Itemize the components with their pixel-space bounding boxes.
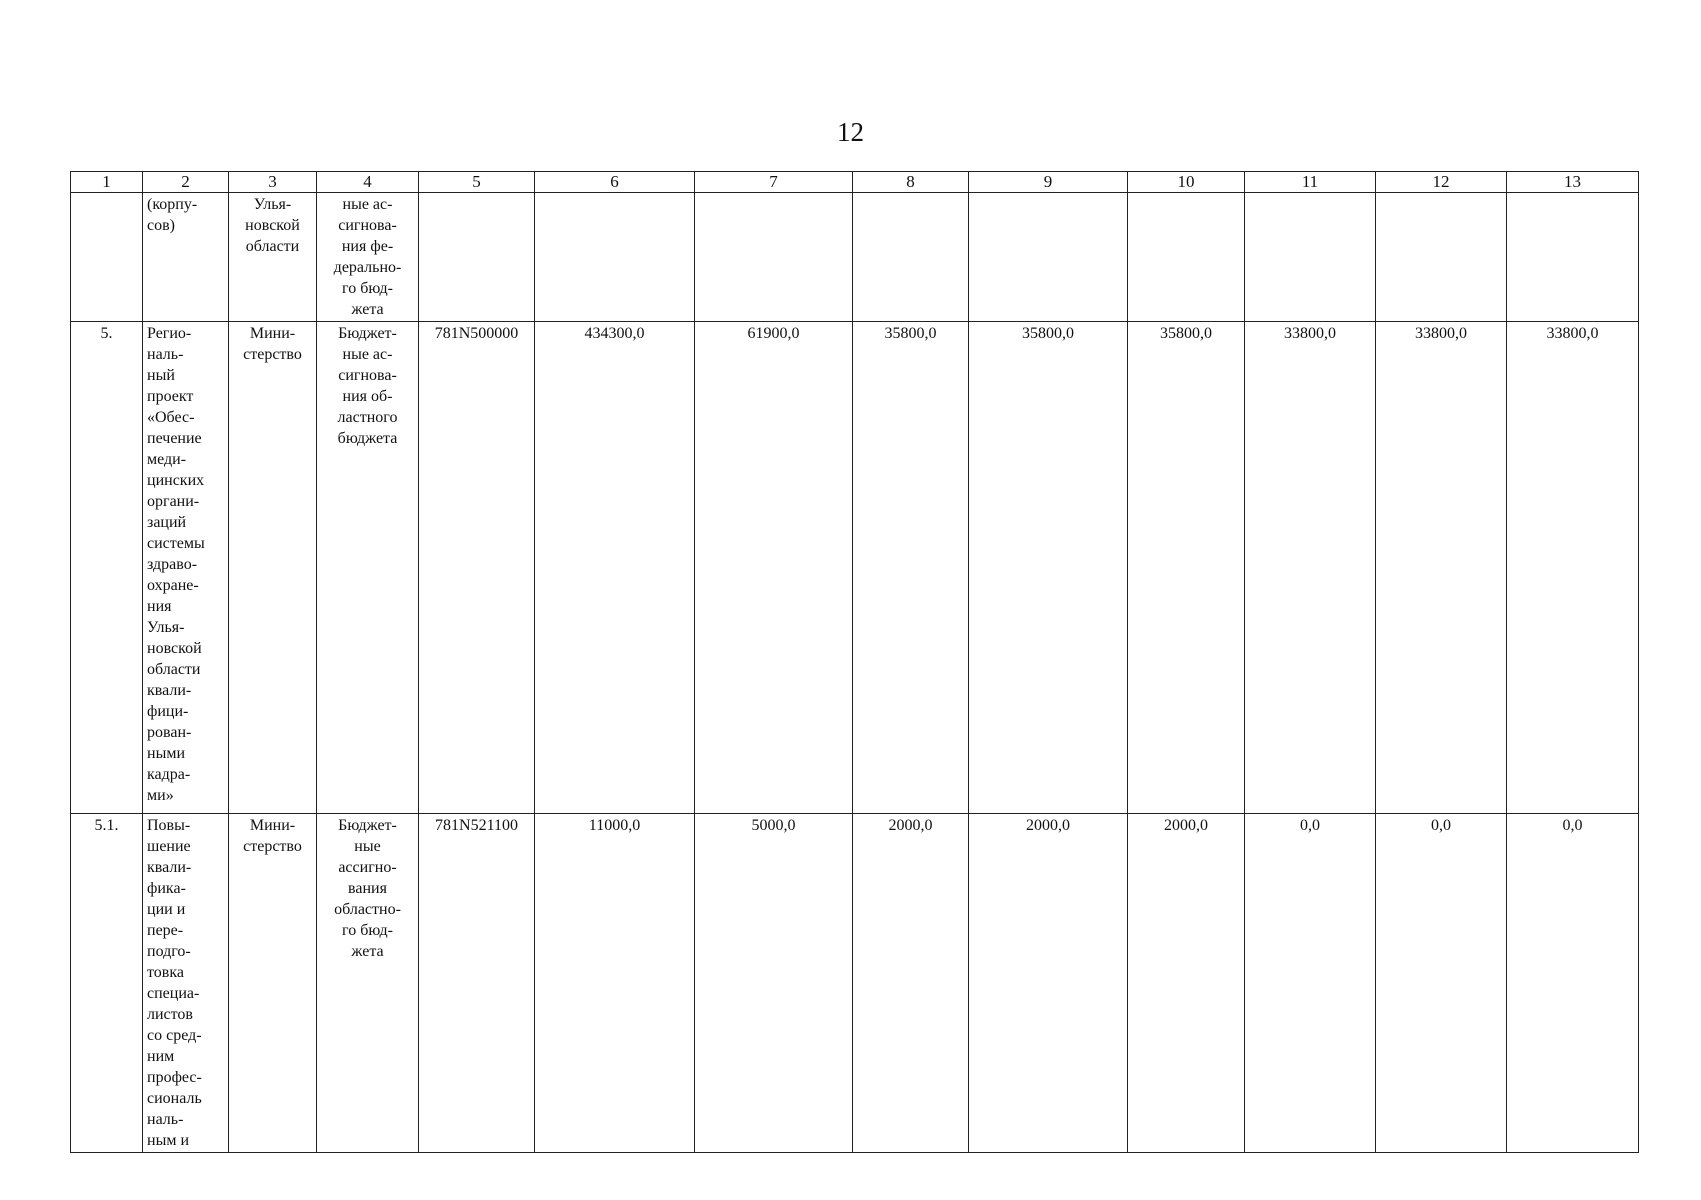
cell-text-line: ным и xyxy=(147,1132,189,1149)
cell-text-line: ассигно- xyxy=(338,859,397,876)
cell-text-line: новской xyxy=(147,640,202,657)
value-cell: 434300,0 xyxy=(535,322,695,814)
cell-text-line: Мини- xyxy=(249,817,296,834)
cell-text-line: ним xyxy=(147,1048,175,1065)
cell-text-line: (корпу- xyxy=(147,196,198,213)
name-cell xyxy=(143,814,229,1153)
value-cell: 11000,0 xyxy=(535,814,695,1153)
cell-text-line: заций xyxy=(147,514,187,531)
cell-text-line: со сред- xyxy=(147,1027,202,1044)
cell-text-line: областно- xyxy=(334,901,401,918)
cell-text-line: товка xyxy=(147,964,184,981)
value-cell: 35800,0 xyxy=(1128,322,1245,814)
cell-text-line: го бюд- xyxy=(342,922,393,939)
name-cell xyxy=(143,322,229,814)
cell-text-line: Улья- xyxy=(147,619,185,636)
cell-text-line: меди- xyxy=(147,451,187,468)
column-number-cell: 9 xyxy=(969,172,1128,193)
column-number-cell: 4 xyxy=(317,172,419,193)
cell-text-line: дерально- xyxy=(333,259,402,276)
funding-source-cell xyxy=(317,193,419,322)
cell-text-line: ные ас- xyxy=(342,196,393,213)
cell-text-line: ния об- xyxy=(342,388,393,405)
column-number-cell: 2 xyxy=(143,172,229,193)
cell-text-line: проект xyxy=(147,388,194,405)
cell-text-line: системы xyxy=(147,535,205,552)
cell-text-line: подго- xyxy=(147,943,191,960)
row-number-cell xyxy=(71,193,143,322)
budget-code-cell: 781N500000 xyxy=(419,322,535,814)
funding-source-cell xyxy=(317,814,419,1153)
value-cell xyxy=(1376,193,1507,322)
column-number-cell: 12 xyxy=(1376,172,1507,193)
value-cell: 2000,0 xyxy=(1128,814,1245,1153)
column-number-cell: 1 xyxy=(71,172,143,193)
cell-text-line: фика- xyxy=(147,880,186,897)
cell-text-line: Мини- xyxy=(249,325,296,342)
cell-text-line: ции и xyxy=(147,901,186,918)
page-number: 12 xyxy=(837,117,864,147)
value-cell: 33800,0 xyxy=(1376,322,1507,814)
cell-text-line: рован- xyxy=(147,724,192,741)
cell-text-line: печение xyxy=(147,430,202,447)
cell-text-line: сиональ xyxy=(147,1090,202,1107)
cell-text-line: области xyxy=(147,661,201,678)
cell-text-line: здраво- xyxy=(147,556,198,573)
cell-text-line: ными xyxy=(147,745,185,762)
cell-text-line: области xyxy=(245,238,300,255)
cell-text-line: квали- xyxy=(147,859,192,876)
cell-text-line: листов xyxy=(147,1006,193,1023)
column-number-cell: 13 xyxy=(1507,172,1639,193)
row-number-cell: 5. xyxy=(71,322,143,814)
column-number-cell: 6 xyxy=(535,172,695,193)
cell-text-line: Бюджет- xyxy=(338,817,397,834)
value-cell: 33800,0 xyxy=(1507,322,1639,814)
cell-text-line: стерство xyxy=(243,346,302,363)
cell-text-line: ния xyxy=(147,598,172,615)
cell-text-line: стерство xyxy=(243,838,302,855)
cell-text-line: Повы- xyxy=(147,817,191,834)
column-number-cell: 11 xyxy=(1245,172,1376,193)
cell-text-line: ластного xyxy=(337,409,398,426)
column-number-cell: 10 xyxy=(1128,172,1245,193)
cell-text-line: органи- xyxy=(147,493,200,510)
executor-cell xyxy=(229,193,317,322)
cell-text-line: специа- xyxy=(147,985,200,1002)
value-cell: 35800,0 xyxy=(853,322,969,814)
cell-text-line: шение xyxy=(147,838,191,855)
cell-text-line: вания xyxy=(348,880,387,897)
cell-text-line: наль- xyxy=(147,1111,184,1128)
column-number-row xyxy=(71,172,1639,193)
value-cell: 33800,0 xyxy=(1245,322,1376,814)
value-cell xyxy=(695,193,853,322)
budget-code-cell xyxy=(419,193,535,322)
cell-text-line: ния фе- xyxy=(341,238,394,255)
value-cell: 5000,0 xyxy=(695,814,853,1153)
cell-text-line: бюджета xyxy=(337,430,398,447)
cell-text-line: Улья- xyxy=(253,196,292,213)
value-cell: 0,0 xyxy=(1376,814,1507,1153)
value-cell: 0,0 xyxy=(1245,814,1376,1153)
column-number-cell: 7 xyxy=(695,172,853,193)
cell-text-line: сов) xyxy=(147,217,175,234)
cell-text-line: кадра- xyxy=(147,766,191,783)
cell-text-line: Регио- xyxy=(147,325,192,342)
value-cell xyxy=(853,193,969,322)
cell-text-line: наль- xyxy=(147,346,184,363)
cell-text-line: цинских xyxy=(147,472,205,489)
cell-text-line: новской xyxy=(245,217,300,234)
value-cell: 35800,0 xyxy=(969,322,1128,814)
value-cell: 2000,0 xyxy=(969,814,1128,1153)
cell-text-line: пере- xyxy=(147,922,184,939)
row-number-cell: 5.1. xyxy=(71,814,143,1153)
cell-text-line: квали- xyxy=(147,682,192,699)
cell-text-line: Бюджет- xyxy=(338,325,397,342)
value-cell: 61900,0 xyxy=(695,322,853,814)
table-row xyxy=(71,193,1639,322)
column-number-cell: 5 xyxy=(419,172,535,193)
cell-text-line: охране- xyxy=(147,577,199,594)
cell-text-line: фици- xyxy=(147,703,189,720)
cell-text-line: го бюд- xyxy=(342,280,393,297)
cell-text-line: сигнова- xyxy=(338,367,397,384)
cell-text-line: ми» xyxy=(147,787,174,804)
cell-text-line: сигнова- xyxy=(338,217,397,234)
cell-text-line: жета xyxy=(351,301,384,318)
value-cell xyxy=(535,193,695,322)
budget-code-cell: 781N521100 xyxy=(419,814,535,1153)
value-cell: 0,0 xyxy=(1507,814,1639,1153)
executor-cell xyxy=(229,322,317,814)
value-cell xyxy=(1245,193,1376,322)
budget-table xyxy=(70,171,1639,1153)
cell-text-line: ные xyxy=(354,838,381,855)
cell-text-line: «Обес- xyxy=(147,409,195,426)
value-cell xyxy=(1507,193,1639,322)
name-cell xyxy=(143,193,229,322)
table-row xyxy=(71,814,1639,1153)
value-cell xyxy=(969,193,1128,322)
funding-source-cell xyxy=(317,322,419,814)
table-row xyxy=(71,322,1639,814)
value-cell: 2000,0 xyxy=(853,814,969,1153)
cell-text-line: ный xyxy=(147,367,175,384)
cell-text-line: жета xyxy=(351,943,384,960)
column-number-cell: 8 xyxy=(853,172,969,193)
column-number-cell: 3 xyxy=(229,172,317,193)
cell-text-line: профес- xyxy=(147,1069,202,1086)
executor-cell xyxy=(229,814,317,1153)
value-cell xyxy=(1128,193,1245,322)
cell-text-line: ные ас- xyxy=(342,346,393,363)
